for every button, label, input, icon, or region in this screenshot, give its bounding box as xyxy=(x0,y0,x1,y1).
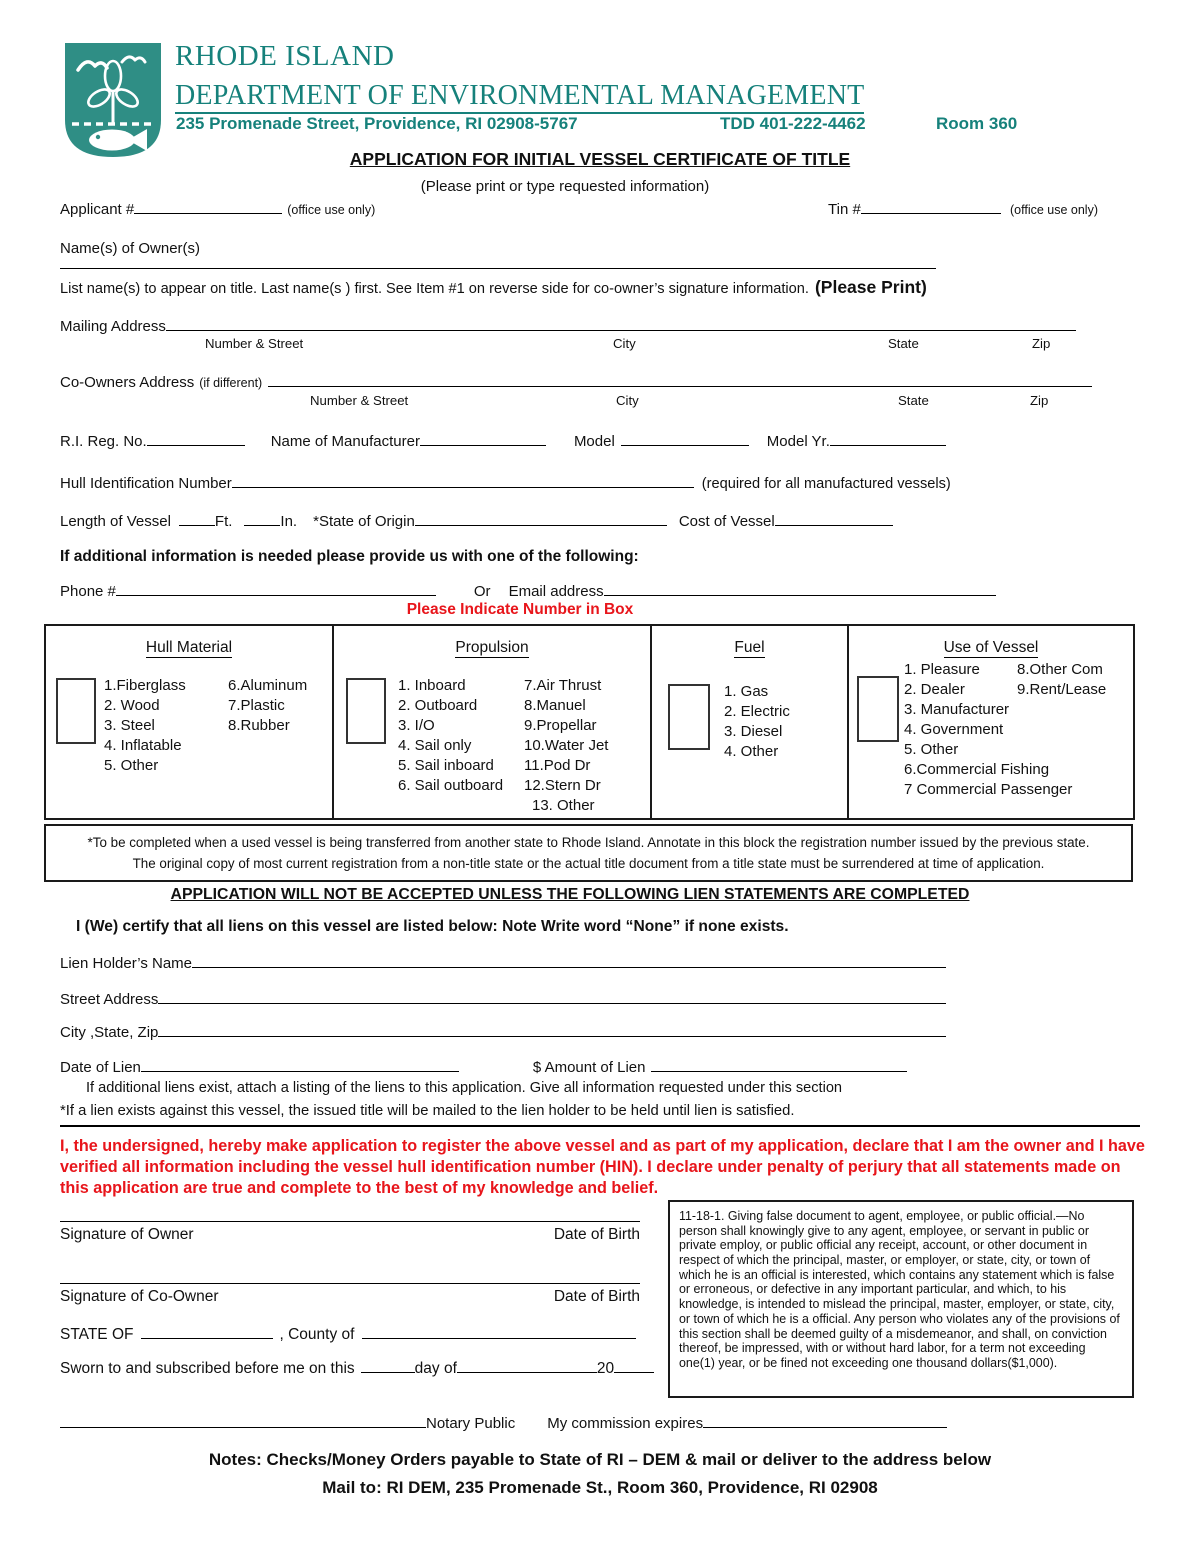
dem-shield-icon xyxy=(62,40,164,160)
model-field[interactable] xyxy=(621,430,749,446)
option: 6.Commercial Fishing xyxy=(904,761,1050,778)
option: 1.Fiberglass xyxy=(104,677,186,694)
sworn-row xyxy=(60,1356,654,1378)
lien-street-label: Street Address xyxy=(60,991,159,1008)
option: 10.Water Jet xyxy=(524,737,609,754)
lien-date-label: Date of Lien xyxy=(60,1059,141,1076)
propulsion-options-col1 xyxy=(398,676,503,796)
fuel-title: Fuel xyxy=(734,639,765,656)
use-options-col2 xyxy=(1017,660,1106,700)
county-field[interactable] xyxy=(362,1322,636,1339)
lien-city-field[interactable] xyxy=(158,1021,946,1037)
manufacturer-label: Name of Manufacturer xyxy=(270,433,420,450)
option: 4. Inflatable xyxy=(104,737,182,754)
email-field[interactable] xyxy=(604,580,996,596)
propulsion-title: Propulsion xyxy=(455,639,529,656)
applicant-number-field[interactable] xyxy=(134,198,282,214)
option: 2. Dealer xyxy=(904,681,965,698)
fuel-cell xyxy=(652,626,849,818)
section-divider xyxy=(60,1125,1140,1127)
lien-street-field[interactable] xyxy=(158,988,946,1004)
commission-expires-label: My commission expires xyxy=(547,1415,704,1432)
dem-logo xyxy=(62,40,164,160)
sworn-month-field[interactable] xyxy=(457,1356,597,1373)
owner-names-instruction-row xyxy=(60,277,927,298)
signature-of-owner-label: Signature of Owner xyxy=(60,1226,194,1243)
option: 4. Other xyxy=(724,743,779,760)
length-ft-field[interactable] xyxy=(179,510,215,526)
mailing-address-label: Mailing Address xyxy=(60,318,166,335)
mailing-state-sublabel: State xyxy=(888,336,919,351)
additional-liens-note: If additional liens exist, attach a listing of the liens to this application. Give all information requested under this section xyxy=(86,1080,843,1096)
option: 8.Rubber xyxy=(228,717,290,734)
mailing-city-sublabel: City xyxy=(613,336,636,351)
option: 5. Other xyxy=(904,741,959,758)
option: 4. Sail only xyxy=(398,737,472,754)
legal-statute-box: 11-18-1. Giving false document to agent, employee, or public official.—No person shall knowingly give to any agent, employee, or servant in public or private employ, or public official any receipt, account, or other document in respect of which the principal, master, or employer, or state, city, or town of which he is an official is interested, which contains any statement which is false or erroneous, or defective in any important particular, and which, to his knowledge, is intended to mislead the principal, master, employer, or state, city, or town of which he is a official. Any person who violates any of the provisions of this section shall be deemed guilty of a misdemeanor, and shall, on conviction thereof, be impressed, with or without hard labor, for a term not exceeding one(1) year, or be fined not exceeding one thousand dollars($1,000). xyxy=(668,1200,1134,1398)
ri-reg-no-label: R.I. Reg. No. xyxy=(60,433,147,450)
option: 12.Stern Dr xyxy=(524,777,601,794)
county-of-label: , County of xyxy=(279,1325,355,1343)
option: 3. Steel xyxy=(104,717,155,734)
commission-expiry-field[interactable] xyxy=(703,1412,947,1428)
option: 9.Rent/Lease xyxy=(1017,681,1107,698)
option: 1. Pleasure xyxy=(904,661,980,678)
option: 11.Pod Dr xyxy=(524,757,591,774)
lien-certify-statement: I (We) certify that all liens on this vessel are listed below: Note Write word “None” if none exists. xyxy=(76,918,789,935)
year-prefix-label: 20 xyxy=(596,1359,615,1377)
transfer-note-line1: *To be completed when a used vessel is being transferred from another state to Rhode Island. Annotate in this block the registration number issued by the previous state. xyxy=(87,835,1090,850)
ri-reg-no-field[interactable] xyxy=(147,430,245,446)
model-label: Model xyxy=(573,433,615,450)
coowner-address-row xyxy=(60,371,1092,391)
owner-signature-labels xyxy=(60,1226,640,1244)
notary-row xyxy=(60,1412,947,1432)
email-label: Email address xyxy=(508,583,604,600)
coowner-address-sublabels xyxy=(60,393,1100,411)
hull-material-options-col2 xyxy=(228,676,307,736)
registration-row xyxy=(60,430,946,450)
option: 3. I/O xyxy=(398,717,435,734)
hull-material-title: Hull Material xyxy=(145,639,233,656)
phone-field[interactable] xyxy=(116,580,436,596)
propulsion-options-col2 xyxy=(524,676,608,816)
coowner-city-sublabel: City xyxy=(616,393,639,408)
form-title: APPLICATION FOR INITIAL VESSEL CERTIFICATE OF TITLE xyxy=(349,149,851,169)
option: 3. Diesel xyxy=(724,723,783,740)
agency-name-line1: RHODE ISLAND xyxy=(175,40,395,72)
option: 6. Sail outboard xyxy=(398,777,504,794)
option: 1. Gas xyxy=(724,683,769,700)
mail-to-note: Mail to: RI DEM, 235 Promenade St., Room 360, Providence, RI 02908 xyxy=(322,1478,878,1497)
option: 2. Wood xyxy=(104,697,160,714)
model-year-field[interactable] xyxy=(830,430,946,446)
coowner-signature-labels xyxy=(60,1288,640,1306)
hull-material-cell xyxy=(46,626,334,818)
use-of-vessel-cell xyxy=(849,626,1133,818)
vessel-codes-table xyxy=(44,624,1135,820)
propulsion-checkbox[interactable] xyxy=(346,678,386,744)
lien-heading: APPLICATION WILL NOT BE ACCEPTED UNLESS THE FOLLOWING LIEN STATEMENTS ARE COMPLETED xyxy=(170,886,970,903)
day-of-label: day of xyxy=(414,1359,457,1377)
lien-amount-label: $ Amount of Lien xyxy=(532,1059,646,1076)
transfer-note-box xyxy=(44,824,1133,882)
applicant-office-use-note: (office use only) xyxy=(287,203,376,217)
form-subtitle: (Please print or type requested information) xyxy=(420,178,710,195)
lien-date-amount-row xyxy=(60,1056,907,1076)
sworn-year-field[interactable] xyxy=(614,1356,654,1373)
phone-email-row xyxy=(60,580,996,600)
agency-tdd: TDD 401-222-4462 xyxy=(720,114,866,133)
notary-public-label: Notary Public xyxy=(426,1415,516,1432)
coowner-dob-label: Date of Birth xyxy=(553,1288,640,1305)
coowner-zip-sublabel: Zip xyxy=(1030,393,1049,408)
hin-row xyxy=(60,472,951,492)
lien-holder-row xyxy=(60,952,946,972)
fuel-options xyxy=(724,682,790,762)
owner-names-instruction: List name(s) to appear on title. Last name(s ) first. See Item #1 on reverse side for co-owner’s signature information. xyxy=(60,281,809,297)
applicant-number-label: Applicant # xyxy=(60,201,135,218)
option: 8.Manuel xyxy=(524,697,586,714)
agency-room: Room 360 xyxy=(936,114,1018,133)
option: 6.Aluminum xyxy=(228,677,308,694)
option: 3. Manufacturer xyxy=(904,701,1010,718)
agency-name-line2: DEPARTMENT OF ENVIRONMENTAL MANAGEMENT xyxy=(175,80,864,112)
signature-of-coowner-label: Signature of Co-Owner xyxy=(60,1288,219,1305)
or-label: Or xyxy=(473,583,491,600)
lien-date-field[interactable] xyxy=(141,1056,459,1072)
state-of-origin-label: *State of Origin xyxy=(313,513,415,530)
hull-material-options-col1 xyxy=(104,676,186,776)
mailing-address-sublabels xyxy=(60,336,1100,354)
owner-names-field[interactable] xyxy=(60,268,936,269)
coowner-address-label: Co-Owners Address xyxy=(60,374,195,391)
in-label: In. xyxy=(280,513,298,530)
hin-label: Hull Identification Number xyxy=(60,475,232,492)
sworn-day-field[interactable] xyxy=(361,1356,415,1373)
option: 13. Other xyxy=(532,797,595,814)
state-county-row xyxy=(60,1322,636,1344)
ft-label: Ft. xyxy=(214,513,233,530)
cost-label: Cost of Vessel xyxy=(678,513,775,530)
hin-required-note: (required for all manufactured vessels) xyxy=(701,476,951,492)
state-field[interactable] xyxy=(141,1322,273,1339)
coowner-signature-field[interactable] xyxy=(60,1283,640,1284)
mailing-address-row xyxy=(60,315,1076,335)
tin-field[interactable] xyxy=(861,198,1001,214)
use-of-vessel-title: Use of Vessel xyxy=(943,639,1039,656)
phone-label: Phone # xyxy=(60,583,116,600)
option: 4. Government xyxy=(904,721,1004,738)
mailing-zip-sublabel: Zip xyxy=(1032,336,1051,351)
lien-street-row xyxy=(60,988,946,1008)
mailing-address-field[interactable] xyxy=(166,315,1076,331)
owner-dob-label: Date of Birth xyxy=(553,1226,640,1243)
use-of-vessel-checkbox[interactable] xyxy=(857,676,899,742)
option: 7.Air Thrust xyxy=(524,677,602,694)
propulsion-cell xyxy=(334,626,652,818)
tin-label: Tin # xyxy=(828,201,861,218)
tin-office-use-note: (office use only) xyxy=(1009,203,1098,217)
please-print-note: (Please Print) xyxy=(814,277,927,297)
option: 2. Electric xyxy=(724,703,790,720)
option: 5. Sail inboard xyxy=(398,757,494,774)
sworn-prefix-label: Sworn to and subscribed before me on this xyxy=(60,1359,355,1377)
state-of-origin-field[interactable] xyxy=(415,510,667,526)
declaration-statement: I, the undersigned, hereby make application to register the above vessel and as part of my application, declare that I am the owner and I have verified all information including the vessel hull identification number (HIN). I declare under penalty of perjury that all statements made on this application are true and complete to the best of my knowledge and belief. xyxy=(60,1137,1145,1198)
lien-city-label: City ,State, Zip xyxy=(60,1024,159,1041)
option: 7 Commercial Passenger xyxy=(904,781,1073,798)
option: 9.Propellar xyxy=(524,717,597,734)
hin-field[interactable] xyxy=(232,472,694,488)
lien-holder-label: Lien Holder’s Name xyxy=(60,955,193,972)
coowner-street-sublabel: Number & Street xyxy=(310,393,409,408)
hull-material-checkbox[interactable] xyxy=(56,678,96,744)
coowner-address-field[interactable] xyxy=(268,371,1092,387)
fuel-checkbox[interactable] xyxy=(668,684,710,750)
option: 7.Plastic xyxy=(228,697,285,714)
applicant-tin-row xyxy=(60,198,1140,218)
cost-field[interactable] xyxy=(775,510,893,526)
transfer-note-line2: The original copy of most current registration from a non-title state or the actual title document from a title state must be surrendered at time of application. xyxy=(132,856,1045,872)
notary-signature-field[interactable] xyxy=(60,1412,426,1428)
option: 1. Inboard xyxy=(398,677,466,694)
option: 2. Outboard xyxy=(398,697,478,714)
coowner-if-different-note: (if different) xyxy=(199,376,263,390)
tin-group xyxy=(828,198,1098,218)
coowner-state-sublabel: State xyxy=(898,393,929,408)
option: 8.Other Com xyxy=(1017,661,1103,678)
manufacturer-field[interactable] xyxy=(420,430,546,446)
owner-signature-field[interactable] xyxy=(60,1221,640,1222)
length-origin-cost-row xyxy=(60,510,893,530)
mailing-street-sublabel: Number & Street xyxy=(205,336,304,351)
lien-holder-field[interactable] xyxy=(192,952,946,968)
additional-info-heading: If additional information is needed please provide us with one of the following: xyxy=(60,548,639,565)
option: 5. Other xyxy=(104,757,159,774)
agency-address: 235 Promenade Street, Providence, RI 02908-5767 xyxy=(176,114,578,133)
length-label: Length of Vessel xyxy=(60,513,171,530)
indicate-number-note: Please Indicate Number in Box xyxy=(406,601,634,618)
owner-names-label: Name(s) of Owner(s) xyxy=(60,240,201,257)
lien-amount-field[interactable] xyxy=(651,1056,907,1072)
payment-note: Notes: Checks/Money Orders payable to State of RI – DEM & mail or deliver to the address below xyxy=(208,1450,992,1469)
model-year-label: Model Yr. xyxy=(766,433,830,450)
length-in-field[interactable] xyxy=(244,510,280,526)
lien-city-row xyxy=(60,1021,946,1041)
lien-mailed-note: *If a lien exists against this vessel, the issued title will be mailed to the lien holder to be held until lien is satisfied. xyxy=(60,1103,795,1119)
state-of-label: STATE OF xyxy=(60,1325,134,1343)
